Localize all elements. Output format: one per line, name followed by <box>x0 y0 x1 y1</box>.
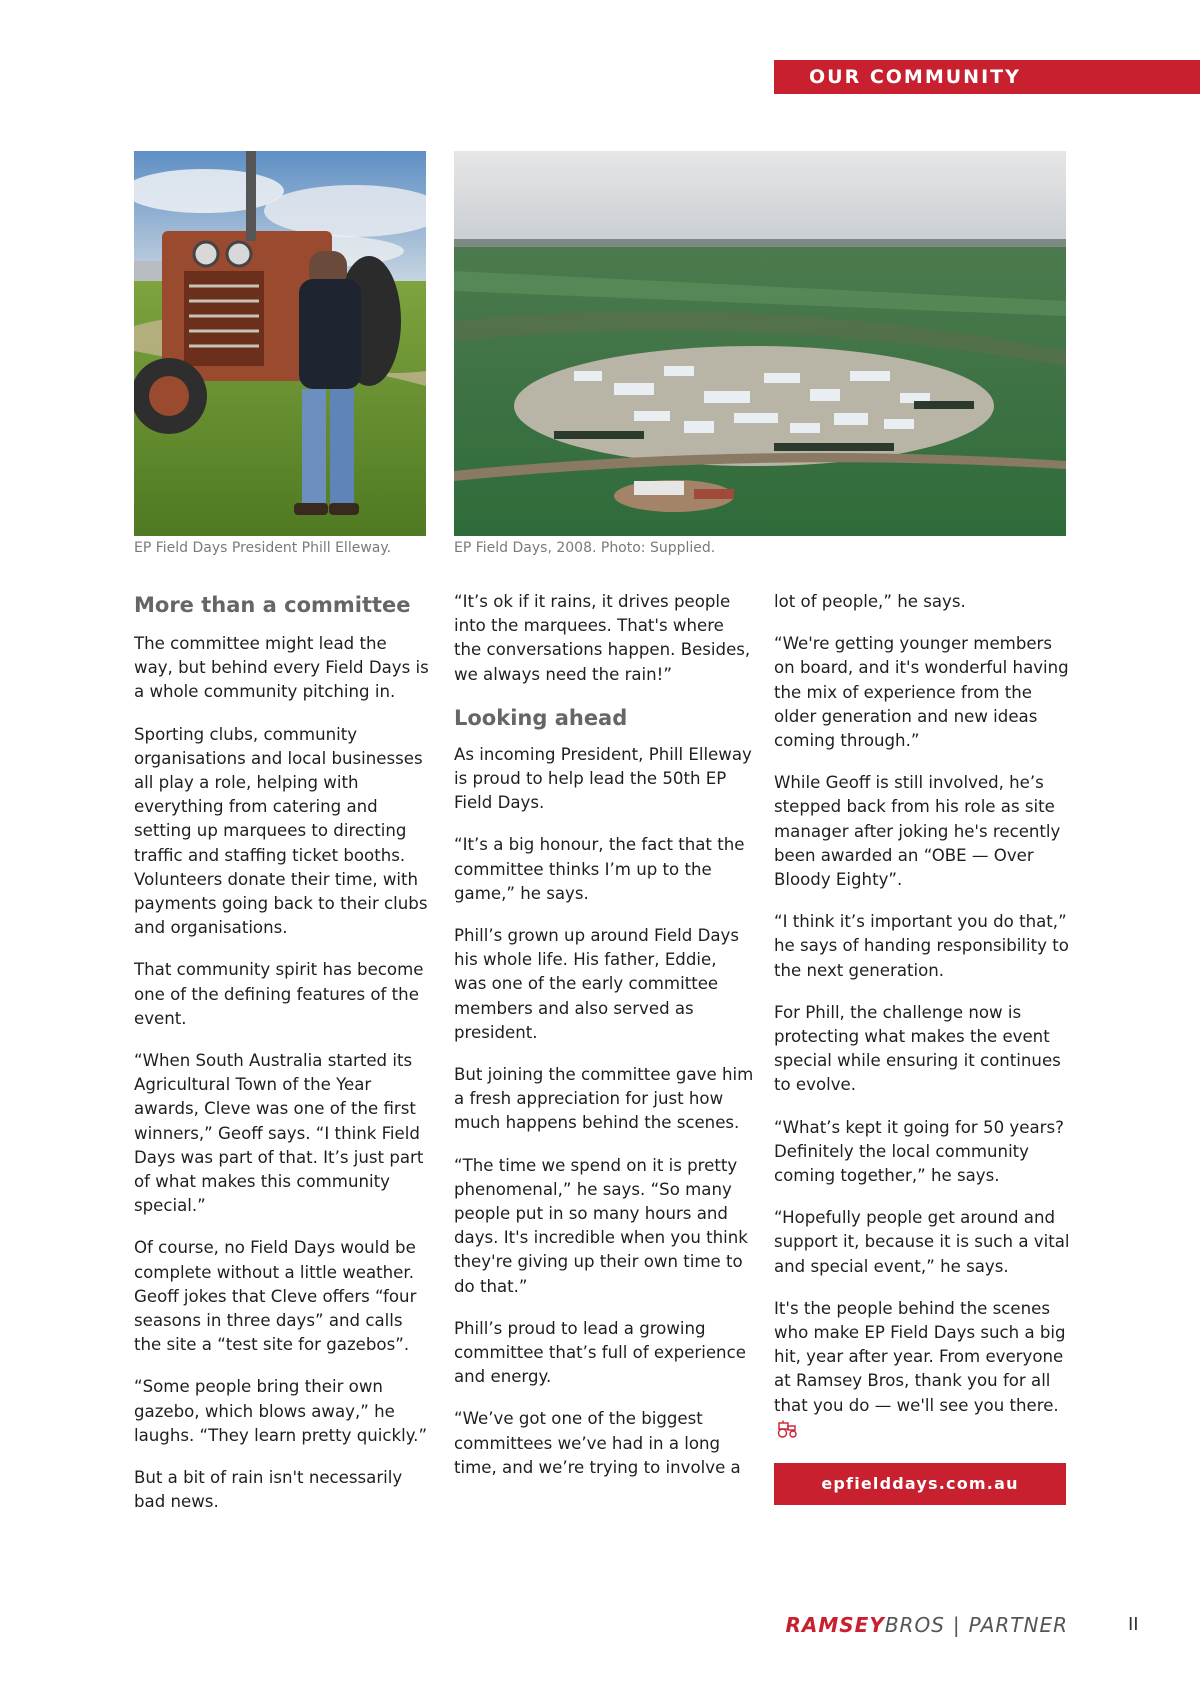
website-link-button[interactable]: epfielddays.com.au <box>774 1463 1066 1505</box>
photo-caption: EP Field Days President Phill Elleway. <box>134 540 392 556</box>
paragraph: The committee might lead the way, but behind every Field Days is a whole community pitching in. <box>134 634 429 702</box>
page-number: II <box>1128 1614 1139 1635</box>
paragraph: “I think it’s important you do that,” he says of handing responsibility to the next generation. <box>774 912 1069 980</box>
brand-partner-label: PARTNER <box>968 1613 1068 1637</box>
paragraph: Phill’s proud to lead a growing committee that’s full of experience and energy. <box>454 1318 746 1387</box>
paragraph: That community spirit has become one of the defining features of the event. <box>134 960 424 1028</box>
paragraph: “It’s a big honour, the fact that the committee thinks I’m up to the game,” he says. <box>454 835 745 903</box>
section-banner <box>774 60 1200 94</box>
paragraph: For Phill, the challenge now is protecting what makes the event special while ensuring it continues to evolve. <box>774 1002 1061 1095</box>
paragraph: “What’s kept it going for 50 years? Definitely the local community coming together,” he says. <box>774 1117 1064 1186</box>
paragraph: Phill’s grown up around Field Days his whole life. His father, Eddie, was one of the early committee members and also served as president. <box>454 926 739 1042</box>
closing-paragraph <box>774 1297 1070 1445</box>
tractor-photo <box>134 151 426 536</box>
paragraph: “We’ve got one of the biggest committees we’ve had in a long time, and we’re trying to involve a <box>454 1409 741 1477</box>
article-column-2 <box>454 590 754 1498</box>
section-heading: Looking ahead <box>454 705 628 730</box>
paragraph: “When South Australia started its Agricultural Town of the Year awards, Cleve was one of the first winners,” Geoff says. “I think Field Days was part of that. It’s just part of what makes this community special.” <box>134 1051 424 1216</box>
aerial-photo <box>454 151 1066 536</box>
paragraph: lot of people,” he says. <box>774 592 966 611</box>
footer-brand <box>778 1612 1068 1638</box>
paragraph: While Geoff is still involved, he’s stepped back from his role as site manager after joking he's recently been awarded an “OBE — Over Bloody Eighty”. <box>774 773 1061 890</box>
tractor-icon <box>777 1420 799 1445</box>
paragraph: Sporting clubs, community organisations and local businesses all play a role, helping with everything from catering and setting up marquees to directing traffic and staffing ticket booths. Volunteers donate their time, with payments going back to their clubs and organisations. <box>134 724 428 938</box>
article-column-1 <box>134 590 430 1533</box>
section-heading: More than a committee <box>134 593 411 617</box>
paragraph: But joining the committee gave him a fresh appreciation for just how much happens behind the scenes. <box>454 1065 754 1133</box>
photo-caption: EP Field Days, 2008. Photo: Supplied. <box>454 540 716 556</box>
closing-text: It's the people behind the scenes who make EP Field Days such a big hit, year after year. From everyone at Ramsey Bros, thank you for all that you do — we'll see you there. <box>774 1298 1066 1415</box>
brand-separator: | <box>952 1613 961 1637</box>
paragraph: Of course, no Field Days would be complete without a little weather. Geoff jokes that Cleve offers “four seasons in three days” and calls the site a “test site for gazebos”. <box>134 1238 417 1355</box>
brand-logo-ramsey: RAMSEY <box>785 1613 885 1637</box>
paragraph: As incoming President, Phill Elleway is proud to help lead the 50th EP Field Days. <box>454 744 752 813</box>
paragraph: “We're getting younger members on board, and it's wonderful having the mix of experience from the older generation and new ideas coming through.” <box>774 634 1069 751</box>
section-title: OUR COMMUNITY <box>809 66 1021 88</box>
paragraph: “Hopefully people get around and support it, because it is such a vital and special event,” he says. <box>774 1208 1070 1276</box>
brand-logo-bros: BROS <box>884 1613 945 1637</box>
paragraph: But a bit of rain isn't necessarily bad news. <box>134 1468 403 1512</box>
paragraph: “The time we spend on it is pretty phenomenal,” he says. “So many people put in so many hours and days. It's incredible when you think they're giving up their own time to do that.” <box>454 1155 748 1296</box>
paragraph: “It’s ok if it rains, it drives people into the marquees. That's where the conversations happen. Besides, we always need the rain!” <box>454 592 751 684</box>
article-column-3 <box>774 590 1070 1505</box>
paragraph: “Some people bring their own gazebo, which blows away,” he laughs. “They learn pretty quickly.” <box>134 1377 428 1445</box>
